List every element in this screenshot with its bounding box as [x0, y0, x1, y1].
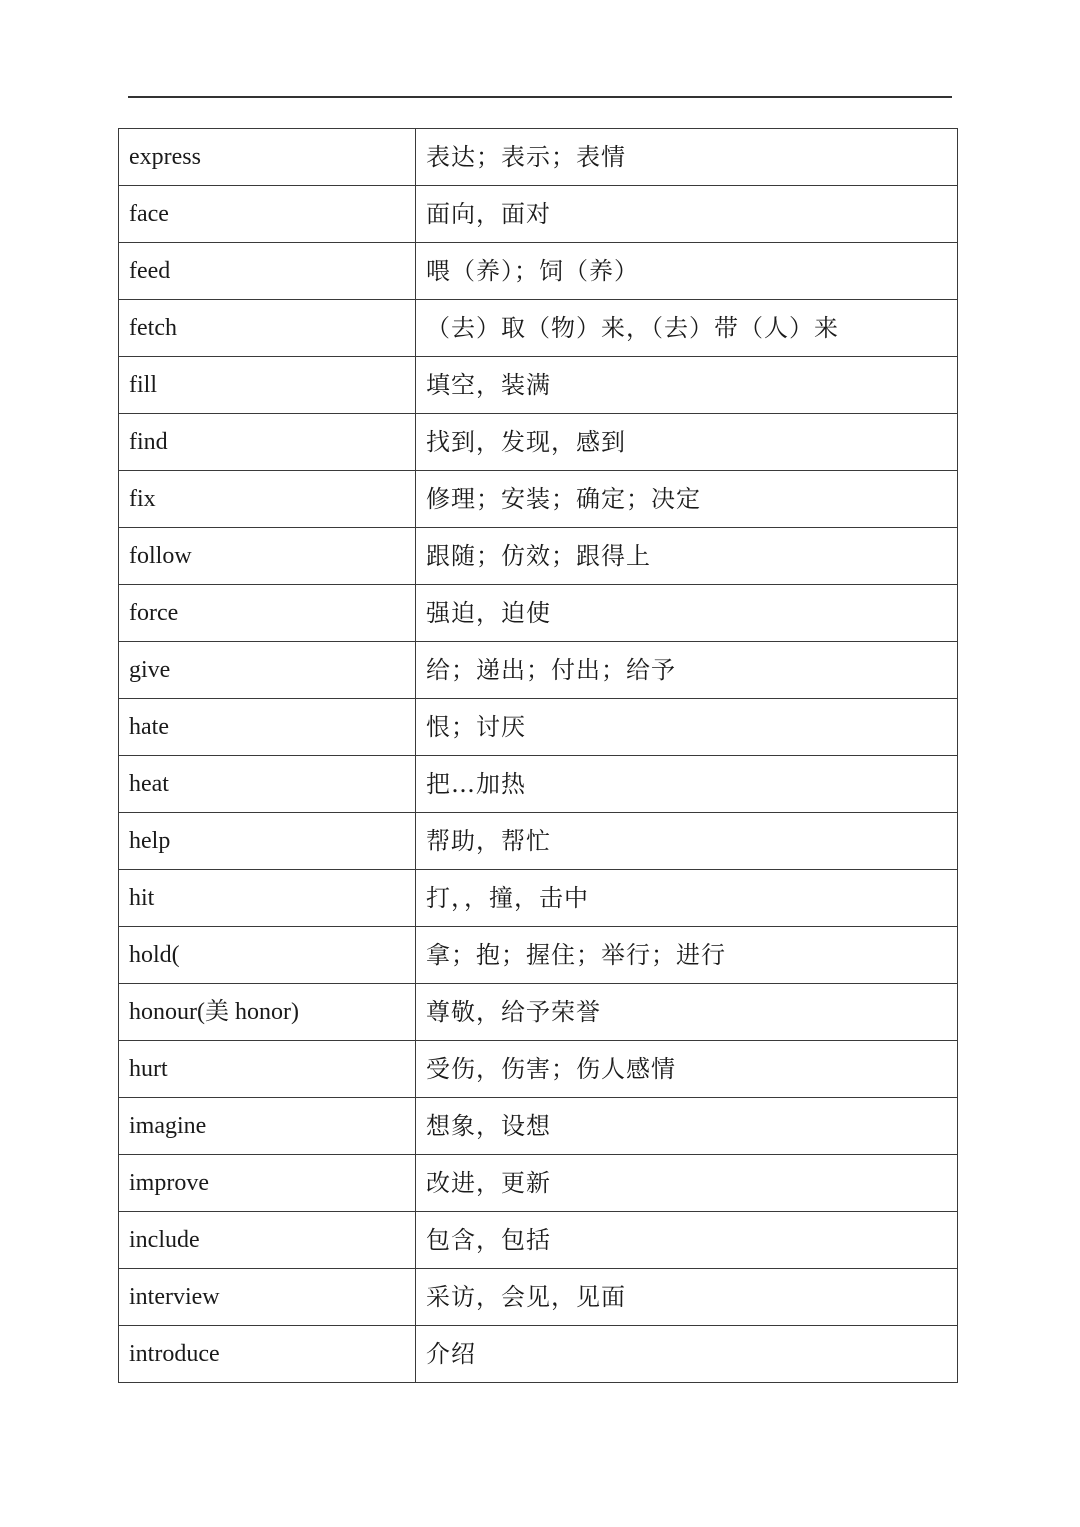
table-row [119, 699, 958, 756]
table-row [119, 642, 958, 699]
meaning-cell: 修理；安装；确定；决定 [416, 471, 958, 528]
table-row [119, 471, 958, 528]
word-cell: force [119, 585, 416, 642]
word-cell: interview [119, 1269, 416, 1326]
meaning-cell: 拿；抱；握住；举行；进行 [416, 927, 958, 984]
word-cell: hit [119, 870, 416, 927]
table-row [119, 1212, 958, 1269]
meaning-cell: 介绍 [416, 1326, 958, 1383]
word-cell: hurt [119, 1041, 416, 1098]
meaning-cell: 改进，更新 [416, 1155, 958, 1212]
meaning-cell: 尊敬，给予荣誉 [416, 984, 958, 1041]
table-row [119, 1326, 958, 1383]
word-cell: express [119, 129, 416, 186]
word-cell: fix [119, 471, 416, 528]
table-row [119, 756, 958, 813]
word-cell: find [119, 414, 416, 471]
meaning-cell: 受伤，伤害；伤人感情 [416, 1041, 958, 1098]
meaning-cell: 恨；讨厌 [416, 699, 958, 756]
header-rule [128, 96, 952, 98]
word-cell: fill [119, 357, 416, 414]
word-cell: hate [119, 699, 416, 756]
word-cell: hold( [119, 927, 416, 984]
meaning-cell: 强迫，迫使 [416, 585, 958, 642]
word-cell: fetch [119, 300, 416, 357]
meaning-cell: 采访，会见，见面 [416, 1269, 958, 1326]
word-cell: feed [119, 243, 416, 300]
word-cell: imagine [119, 1098, 416, 1155]
meaning-cell: 给；递出；付出；给予 [416, 642, 958, 699]
word-cell: improve [119, 1155, 416, 1212]
table-row [119, 528, 958, 585]
table-row [119, 129, 958, 186]
word-cell: include [119, 1212, 416, 1269]
table-row [119, 243, 958, 300]
table-row [119, 927, 958, 984]
meaning-cell: （去）取（物）来，（去）带（人）来 [416, 300, 958, 357]
table-row [119, 1041, 958, 1098]
table-row [119, 357, 958, 414]
table-row [119, 1155, 958, 1212]
word-cell: introduce [119, 1326, 416, 1383]
word-cell: face [119, 186, 416, 243]
table-row [119, 414, 958, 471]
table-row [119, 1098, 958, 1155]
word-cell: honour(美 honor) [119, 984, 416, 1041]
table-row [119, 1269, 958, 1326]
meaning-cell: 包含，包括 [416, 1212, 958, 1269]
meaning-cell: 填空，装满 [416, 357, 958, 414]
meaning-cell: 面向，面对 [416, 186, 958, 243]
meaning-cell: 喂（养）；饲（养） [416, 243, 958, 300]
word-cell: follow [119, 528, 416, 585]
meaning-cell: 找到，发现，感到 [416, 414, 958, 471]
meaning-cell: 打，，撞，击中 [416, 870, 958, 927]
word-cell: give [119, 642, 416, 699]
table-row [119, 186, 958, 243]
vocabulary-table [118, 128, 958, 1383]
table-row [119, 870, 958, 927]
meaning-cell: 想象，设想 [416, 1098, 958, 1155]
word-cell: help [119, 813, 416, 870]
table-row [119, 813, 958, 870]
meaning-cell: 表达；表示；表情 [416, 129, 958, 186]
meaning-cell: 把…加热 [416, 756, 958, 813]
table-row [119, 585, 958, 642]
word-cell: heat [119, 756, 416, 813]
meaning-cell: 跟随；仿效；跟得上 [416, 528, 958, 585]
table-row [119, 984, 958, 1041]
table-row [119, 300, 958, 357]
meaning-cell: 帮助，帮忙 [416, 813, 958, 870]
